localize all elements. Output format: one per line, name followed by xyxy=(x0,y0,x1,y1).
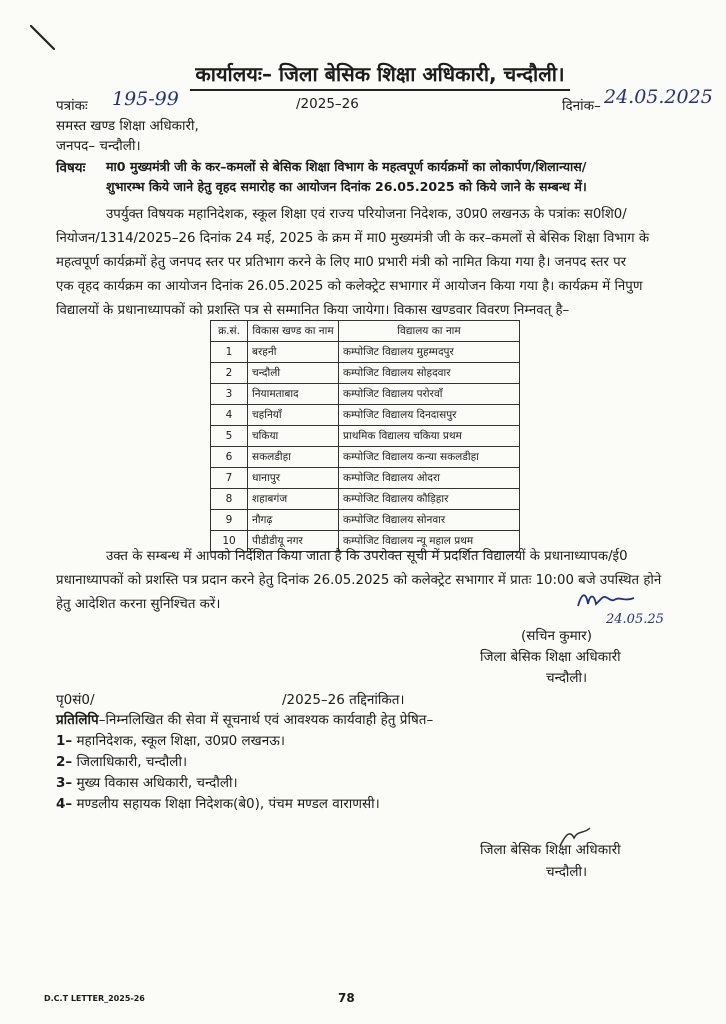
date-label: दिनांक– xyxy=(562,98,601,114)
cell-serial: 1 xyxy=(211,342,248,363)
table-row xyxy=(211,426,520,447)
body-para1-line: एक वृहद कार्यक्रम का आयोजन दिनांक 26.05.2025 को कलेक्ट्रेट सभागार में आयोजन किया गया है। कार्यक्रम में निपुण xyxy=(56,279,643,294)
cell-school: कम्पोजिट विद्यालय सोनवार xyxy=(339,510,520,531)
cell-serial: 7 xyxy=(211,468,248,489)
signatory2-designation: जिला बेसिक शिक्षा अधिकारी xyxy=(480,842,621,858)
cell-block: चहनियॉं xyxy=(248,405,339,426)
body-paragraph-1 xyxy=(56,203,696,323)
handwritten-signature xyxy=(574,588,644,614)
table-row xyxy=(211,510,520,531)
body-para1-line: विद्यालयों के प्रधानाध्यापकों को प्रशस्ति पत्र से सम्मानित किया जायेगा। विकास खण्डवार विवरण निम्नवत् है– xyxy=(56,303,570,318)
copy-list-num: 1– xyxy=(56,733,73,749)
copy-list-num: 2– xyxy=(56,754,73,770)
letter-no-suffix: /2025–26 xyxy=(296,96,359,112)
cell-school: कम्पोजिट विद्यालय मुहम्मदपुर xyxy=(339,342,520,363)
date-handwritten: 24.05.2025 xyxy=(604,86,713,108)
col-header-block: विकास खण्ड का नाम xyxy=(248,321,339,342)
cell-serial: 9 xyxy=(211,510,248,531)
subject-line2: शुभारम्भ किये जाने हेतु वृहद समारोह का आयोजन दिनांक 26.05.2025 को किये जाने के सम्बन्ध में। xyxy=(106,179,587,194)
copy-list-item xyxy=(56,752,187,770)
signatory-place: चन्दौली। xyxy=(546,670,588,686)
col-header-school: विद्यालय का नाम xyxy=(339,321,520,342)
endorsement-no-label: पृ0सं0/ xyxy=(56,692,95,708)
table-row xyxy=(211,384,520,405)
cell-serial: 2 xyxy=(211,363,248,384)
table-row xyxy=(211,405,520,426)
cell-block: सकलडीहा xyxy=(248,447,339,468)
addressee-line1: समस्त खण्ड शिक्षा अधिकारी, xyxy=(56,118,199,134)
copy-heading-bold: प्रतिलिपि xyxy=(56,712,99,728)
cell-school: प्राथमिक विद्यालय चकिया प्रथम xyxy=(339,426,520,447)
cell-school: कम्पोजिट विद्यालय कौड़िहार xyxy=(339,489,520,510)
table-row xyxy=(211,447,520,468)
body-para2-line: प्रधानाध्यापकों को प्रशस्ति पत्र प्रदान करने हेतु दिनांक 26.05.2025 को कलेक्ट्रेट सभागार में प्रातः 10:00 बजे उपस्थित होने xyxy=(56,573,662,588)
letter-no-label: पत्रांकः xyxy=(56,98,88,114)
page-number: 78 xyxy=(338,991,355,1005)
cell-serial: 5 xyxy=(211,426,248,447)
cell-school: कम्पोजिट विद्यालय परोरवॉं xyxy=(339,384,520,405)
signatory2-place: चन्दौली। xyxy=(546,864,588,880)
table-row xyxy=(211,342,520,363)
body-para2-line: उक्त के सम्बन्ध में आपको निर्देशित किया जाता है कि उपरोक्त सूची में प्रदर्शित विद्यालयों के प्रधानाध्यापक/ई0 xyxy=(106,549,628,564)
col-header-serial: क्र.सं. xyxy=(211,321,248,342)
schools-table xyxy=(210,320,520,552)
cell-block: चन्दौली xyxy=(248,363,339,384)
copy-list-item xyxy=(56,773,238,791)
pen-stroke-mark xyxy=(28,22,58,52)
cell-block: धानापुर xyxy=(248,468,339,489)
addressee-line2: जनपद– चन्दौली। xyxy=(56,138,141,154)
cell-school: कम्पोजिट विद्यालय कन्या सकलडीहा xyxy=(339,447,520,468)
signature-date-handwritten: 24.05.25 xyxy=(606,612,664,627)
cell-block: पीडीडीयू नगर xyxy=(248,531,339,552)
cell-block: चकिया xyxy=(248,426,339,447)
cell-serial: 3 xyxy=(211,384,248,405)
cell-block: शहाबगंज xyxy=(248,489,339,510)
body-para1-line: उपर्युक्त विषयक महानिदेशक, स्कूल शिक्षा एवं राज्य परियोजना निदेशक, उ0प्र0 लखनऊ के पत्रांकः स0शि0/ xyxy=(106,207,627,222)
copy-list-item xyxy=(56,731,285,749)
letter-no-handwritten: 195-99 xyxy=(112,88,179,110)
office-title: कार्यालयः– जिला बेसिक शिक्षा अधिकारी, चन्दौली। xyxy=(190,60,570,91)
footer-document-code: D.C.T LETTER_2025-26 xyxy=(44,994,145,1003)
cell-serial: 10 xyxy=(211,531,248,552)
cell-school: कम्पोजिट विद्यालय दिनदासपुर xyxy=(339,405,520,426)
table-row xyxy=(211,468,520,489)
cell-block: नौगढ़ xyxy=(248,510,339,531)
table-row xyxy=(211,363,520,384)
cell-school: कम्पोजिट विद्यालय ओदरा xyxy=(339,468,520,489)
cell-school: कम्पोजिट विद्यालय न्यू महाल प्रथम xyxy=(339,531,520,552)
copy-list-text: जिलाधिकारी, चन्दौली। xyxy=(76,754,188,770)
cell-block: बरहनी xyxy=(248,342,339,363)
table-header-row xyxy=(211,321,520,342)
subject-label: विषयः xyxy=(56,160,86,176)
cell-serial: 6 xyxy=(211,447,248,468)
signatory-designation: जिला बेसिक शिक्षा अधिकारी xyxy=(480,649,621,665)
copy-list-num: 3– xyxy=(56,775,73,791)
body-para1-line: महत्वपूर्ण कार्यक्रमों हेतु जनपद स्तर पर प्रतिभाग करने के लिए मा0 प्रभारी मंत्री को नामित किया गया है। जनपद स्तर पर xyxy=(56,255,627,270)
copy-list-text: मण्डलीय सहायक शिक्षा निदेशक(बे0), पंचम मण्डल वाराणसी। xyxy=(76,796,380,812)
body-para2-line: हेतु आदेशित करना सुनिश्चित करें। xyxy=(56,597,221,612)
cell-school: कम्पोजिट विद्यालय सोहदवार xyxy=(339,363,520,384)
endorsement-suffix: /2025–26 तद्दिनांकित। xyxy=(282,692,405,708)
cell-serial: 8 xyxy=(211,489,248,510)
signatory-name: (सचिन कुमार) xyxy=(521,628,592,644)
cell-serial: 4 xyxy=(211,405,248,426)
copy-heading xyxy=(56,710,433,728)
body-para1-line: नियोजन/1314/2025–26 दिनांक 24 मई, 2025 के क्रम में मा0 मुख्यमंत्री जी के कर–कमलों से बेसिक शिक्षा विभाग के xyxy=(56,231,650,246)
copy-list-num: 4– xyxy=(56,796,73,812)
copy-list-text: मुख्य विकास अधिकारी, चन्दौली। xyxy=(76,775,238,791)
table-row xyxy=(211,489,520,510)
copy-heading-rest: –निम्नलिखित की सेवा में सूचनार्थ एवं आवश्यक कार्यवाही हेतु प्रेषित– xyxy=(98,712,434,728)
copy-list-text: महानिदेशक, स्कूल शिक्षा, उ0प्र0 लखनऊ। xyxy=(76,733,285,749)
subject-line1: मा0 मुख्यमंत्री जी के कर–कमलों से बेसिक शिक्षा विभाग के महत्वपूर्ण कार्यक्रमों का लोकार्पण/शिलान्यास/ xyxy=(106,159,587,174)
cell-block: नियामताबाद xyxy=(248,384,339,405)
copy-list-item xyxy=(56,794,380,812)
